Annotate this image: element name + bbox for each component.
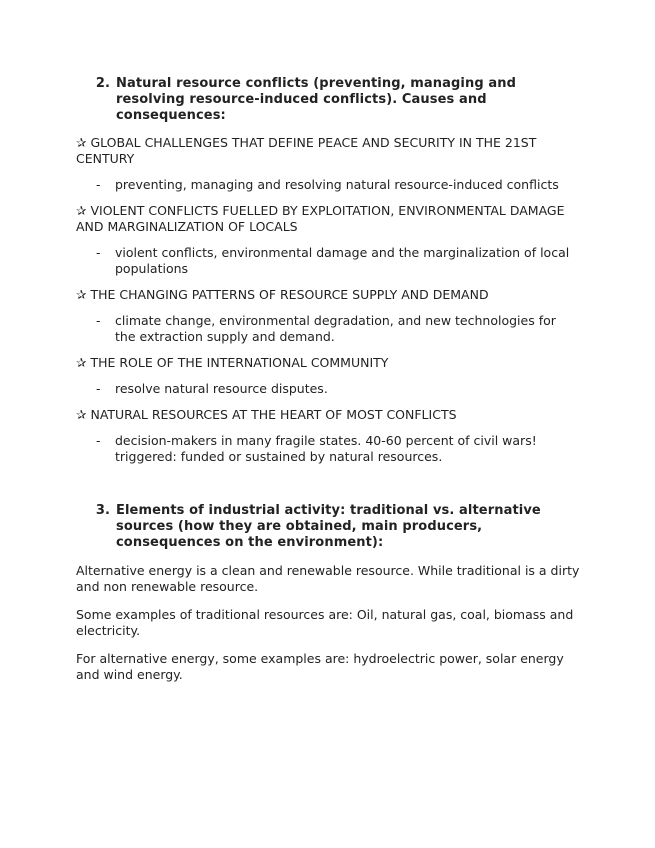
star-icon: ✰ <box>76 203 87 218</box>
dash-bullet: - <box>96 245 101 260</box>
topic-violent-conflicts <box>76 203 580 235</box>
star-icon: ✰ <box>76 287 87 302</box>
bullet-text: climate change, environmental degradation, and new technologies for the extraction supply and demand. <box>115 313 556 344</box>
topic-changing-patterns <box>76 287 580 303</box>
star-icon: ✰ <box>76 355 87 370</box>
topic-international-community <box>76 355 580 371</box>
section-3-heading <box>76 503 580 551</box>
bullet-text: decision-makers in many fragile states. 40-60 percent of civil wars! triggered: funded or sustained by natural resources. <box>115 433 537 464</box>
list-item <box>76 177 580 193</box>
topic-natural-resources-heart <box>76 407 580 423</box>
dash-bullet: - <box>96 313 101 328</box>
list-item <box>76 313 580 345</box>
section-2-heading <box>76 76 580 124</box>
star-icon: ✰ <box>76 135 87 150</box>
bullet-text: resolve natural resource disputes. <box>115 381 328 396</box>
topic-title: GLOBAL CHALLENGES THAT DEFINE PEACE AND SECURITY IN THE 21ST CENTURY <box>76 135 537 166</box>
list-item <box>76 433 580 465</box>
dash-bullet: - <box>96 433 101 448</box>
list-item <box>76 245 580 277</box>
paragraph: Alternative energy is a clean and renewable resource. While traditional is a dirty and non renewable resource. <box>76 563 580 594</box>
star-icon: ✰ <box>76 407 87 422</box>
section-3-heading-text: Elements of industrial activity: traditional vs. alternative sources (how they are obtained, main producers, consequences on the environment): <box>116 503 541 550</box>
topic-title: NATURAL RESOURCES AT THE HEART OF MOST CONFLICTS <box>90 407 457 422</box>
paragraph: For alternative energy, some examples are: hydroelectric power, solar energy and wind energy. <box>76 651 564 682</box>
section-2-number: 2. <box>95 76 110 91</box>
topic-title: THE ROLE OF THE INTERNATIONAL COMMUNITY <box>90 355 389 370</box>
list-item <box>76 381 580 397</box>
document-page <box>76 76 580 683</box>
topic-title: THE CHANGING PATTERNS OF RESOURCE SUPPLY AND DEMAND <box>90 287 489 302</box>
dash-bullet: - <box>96 381 101 396</box>
topic-title: VIOLENT CONFLICTS FUELLED BY EXPLOITATION, ENVIRONMENTAL DAMAGE AND MARGINALIZATION OF LOCALS <box>76 203 565 234</box>
section-2-heading-text: Natural resource conflicts (preventing, managing and resolving resource-induced conflicts). Causes and consequences: <box>116 76 516 123</box>
topic-global-challenges <box>76 135 580 167</box>
paragraph: Some examples of traditional resources are: Oil, natural gas, coal, biomass and electricity. <box>76 607 574 638</box>
bullet-text: preventing, managing and resolving natural resource-induced conflicts <box>115 177 559 192</box>
bullet-text: violent conflicts, environmental damage and the marginalization of local populations <box>115 245 570 276</box>
section-3-number: 3. <box>95 503 110 518</box>
dash-bullet: - <box>96 177 101 192</box>
